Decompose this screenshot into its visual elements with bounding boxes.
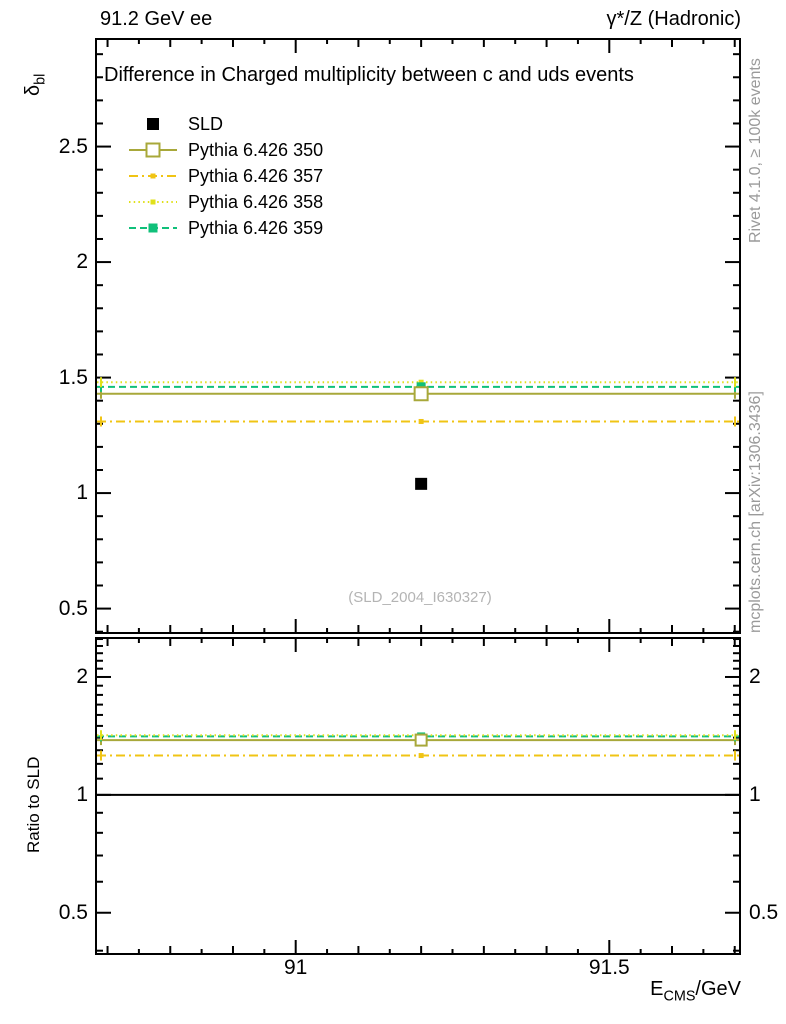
legend-label: Pythia 6.426 358	[188, 191, 324, 212]
legend-item-pythia-359	[128, 215, 323, 241]
tick-label: 0.5	[58, 900, 88, 924]
legend-label: Pythia 6.426 357	[188, 165, 324, 186]
legend-sample-pythia-358	[128, 189, 178, 215]
tick-label: 1	[749, 782, 761, 806]
beam-energy-label: 91.2 GeV ee	[100, 8, 213, 30]
rivet-version-note: Rivet 4.1.0, ≥ 100k events	[747, 58, 764, 243]
legend-label: Pythia 6.426 350	[188, 139, 324, 160]
legend-item-pythia-357	[128, 163, 323, 189]
tick-label: 1	[76, 481, 88, 505]
tick-label: 0.5	[58, 596, 88, 620]
tick-label: 2	[76, 250, 88, 274]
legend-label: Pythia 6.426 359	[188, 217, 324, 238]
legend-sample-pythia-359	[128, 215, 178, 241]
tick-label: 91	[284, 956, 308, 979]
y-axis-title-base: δ	[22, 84, 44, 96]
tick-label: 91.5	[588, 956, 630, 979]
tick-label: 2	[749, 664, 761, 688]
legend-sample-pythia-350	[128, 137, 178, 163]
legend	[128, 111, 323, 241]
legend-item-pythia-358	[128, 189, 323, 215]
legend-label: SLD	[188, 113, 224, 134]
legend-sample-sld	[128, 111, 178, 137]
x-axis-title-sub: CMS	[663, 988, 696, 1005]
y-axis-title-sub: bl	[32, 73, 49, 85]
tick-label: 2	[76, 664, 88, 688]
x-axis-title-suffix: /GeV	[695, 978, 741, 1000]
tick-label: 2.5	[58, 134, 88, 158]
legend-sample-pythia-357	[128, 163, 178, 189]
analysis-id-watermark: (SLD_2004_I630327)	[348, 589, 492, 606]
x-axis-title-base: E	[650, 978, 664, 1000]
y-axis-title	[22, 74, 48, 96]
mcplots-reference-note: mcplots.cern.ch [arXiv:1306.3436]	[747, 391, 764, 633]
x-axis-title	[650, 978, 741, 1004]
plot-title: Difference in Charged multiplicity between c and uds events	[104, 64, 634, 86]
ratio-plot-panel	[95, 637, 741, 955]
legend-item-sld	[128, 111, 323, 137]
process-label: γ*/Z (Hadronic)	[606, 8, 741, 30]
legend-item-pythia-350	[128, 137, 323, 163]
tick-label: 1.5	[58, 365, 88, 389]
tick-label: 1	[76, 782, 88, 806]
ratio-axis-title: Ratio to SLD	[24, 756, 43, 853]
tick-label: 0.5	[749, 900, 779, 924]
